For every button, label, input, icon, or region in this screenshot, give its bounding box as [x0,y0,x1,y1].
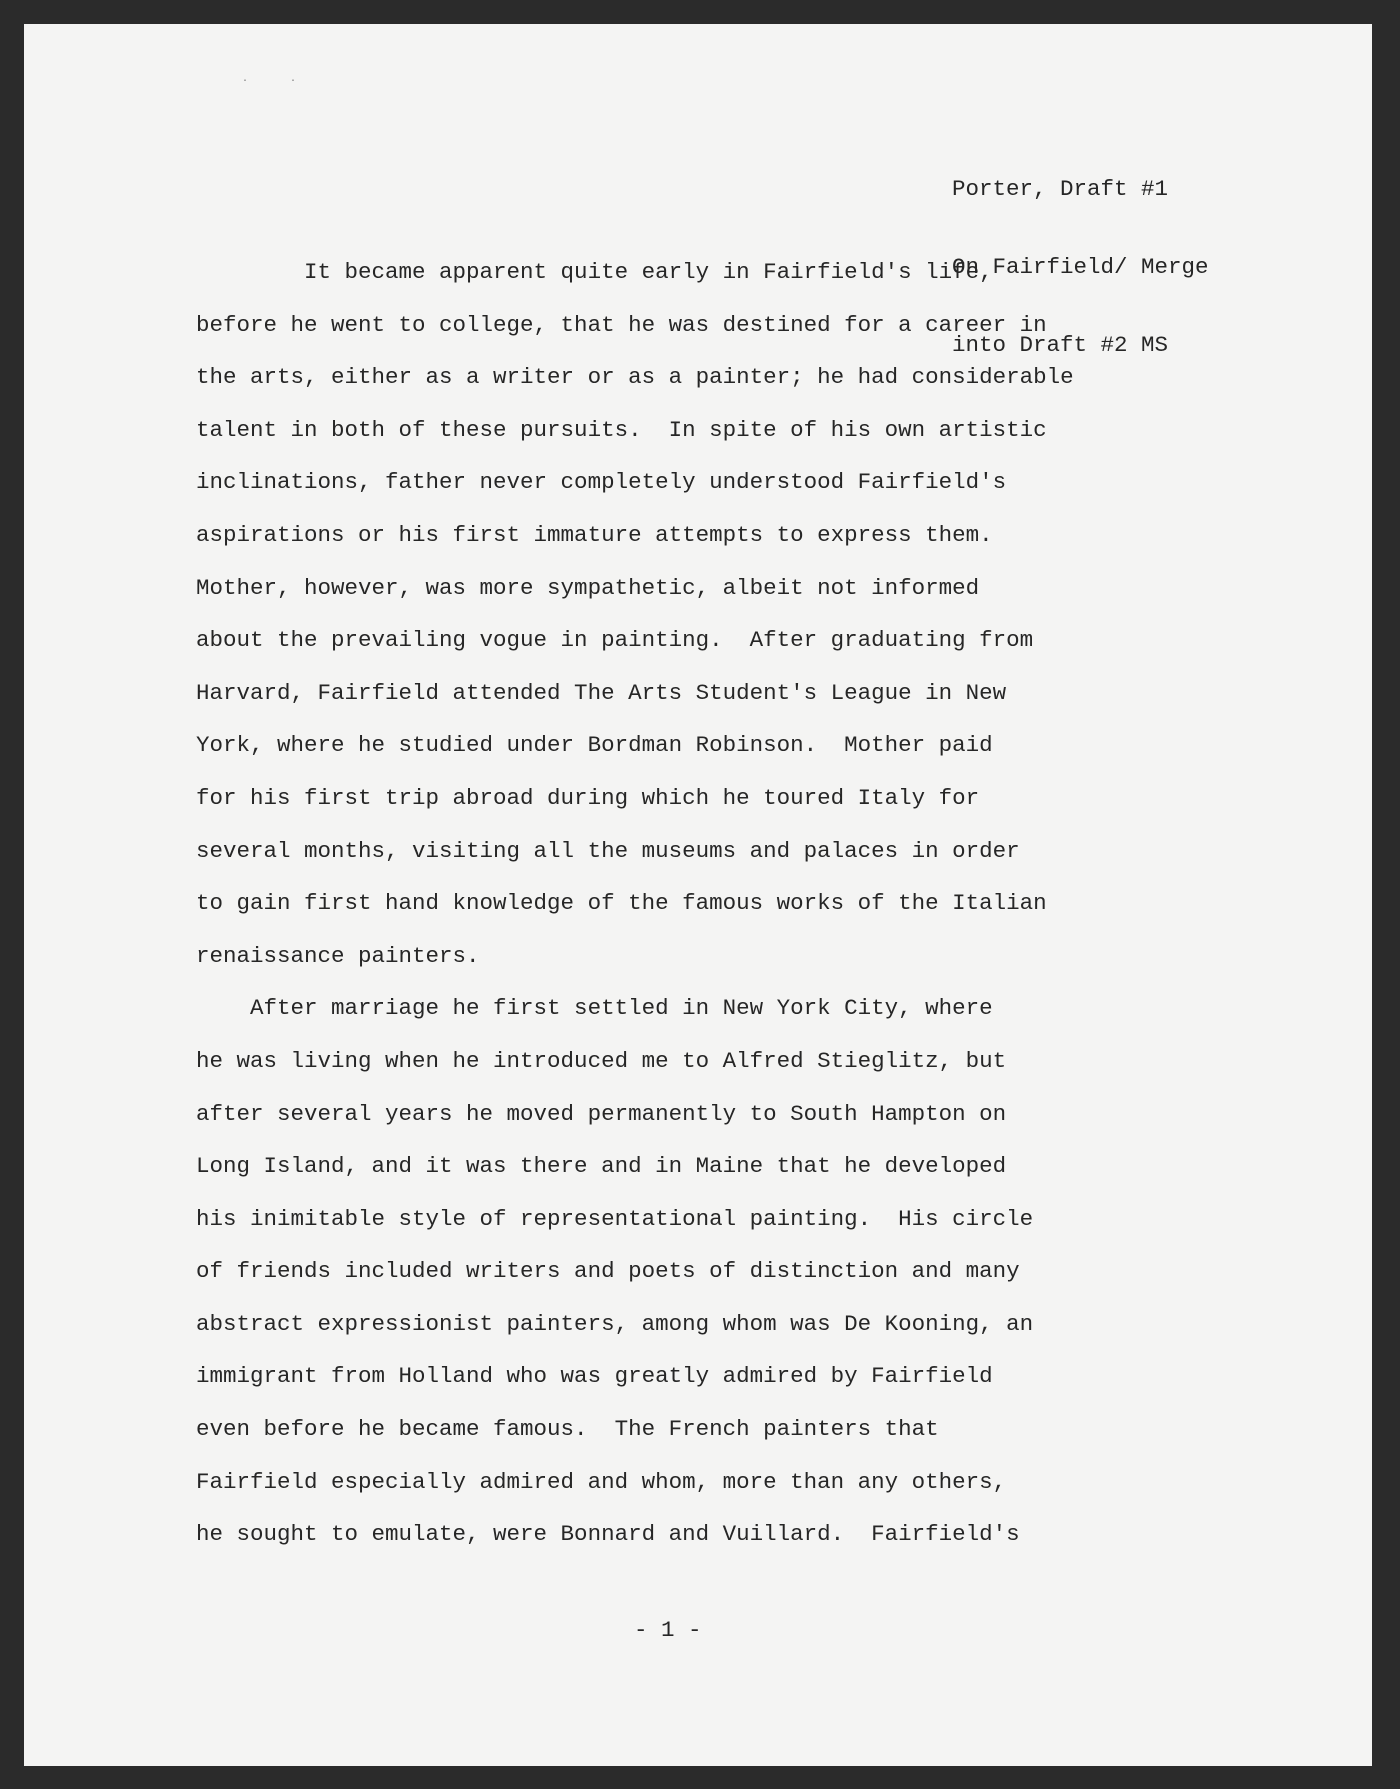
body-line: to gain first hand knowledge of the famous works of the Italian [196,890,1047,917]
body-line: he sought to emulate, were Bonnard and Vuillard. Fairfield's [196,1521,1020,1548]
body-line: Harvard, Fairfield attended The Arts Student's League in New [196,679,1007,706]
body-line: Long Island, and it was there and in Maine that he developed [196,1153,1007,1180]
draft-note-line-3: into Draft #2 MS [952,332,1169,358]
body-line: before he went to college, that he was destined for a career in [196,311,1047,338]
body-line: several months, visiting all the museums and palaces in order [196,837,1020,864]
body-line: talent in both of these pursuits. In spite of his own artistic [196,416,1047,443]
body-line: he was living when he introduced me to Alfred Stieglitz, but [196,1047,1007,1074]
body-line: for his first trip abroad during which he toured Italy for [196,784,980,811]
body-line: abstract expressionist painters, among whom was De Kooning, an [196,1310,1034,1337]
typewritten-body [196,246,1256,1561]
draft-note-line-1: Porter, Draft #1 [952,176,1169,202]
body-line: inclinations, father never completely understood Fairfield's [196,469,1007,496]
body-line: After marriage he first settled in New York City, where [196,995,993,1022]
body-line: renaissance painters. [196,942,480,969]
body-line: after several years he moved permanently to South Hampton on [196,1100,1007,1127]
paper-speck-marks: · · [242,76,315,87]
body-line: York, where he studied under Bordman Robinson. Mother paid [196,732,993,759]
body-line: about the prevailing vogue in painting. After graduating from [196,627,1034,654]
body-line: Mother, however, was more sympathetic, albeit not informed [196,574,980,601]
body-line: It became apparent quite early in Fairfield's life, [196,259,993,285]
body-line: his inimitable style of representational painting. His circle [196,1205,1034,1232]
body-line: aspirations or his first immature attempts to express them. [196,521,993,548]
body-line: of friends included writers and poets of distinction and many [196,1258,1020,1285]
page-number: - 1 - [634,1617,702,1643]
body-line: even before he became famous. The French painters that [196,1416,939,1443]
draft-note-line-2: On Fairfield/ Merge [952,254,1209,280]
document-page [24,24,1372,1766]
body-line: immigrant from Holland who was greatly admired by Fairfield [196,1363,993,1390]
body-line: the arts, either as a writer or as a painter; he had considerable [196,364,1074,391]
body-line: Fairfield especially admired and whom, more than any others, [196,1468,1007,1495]
